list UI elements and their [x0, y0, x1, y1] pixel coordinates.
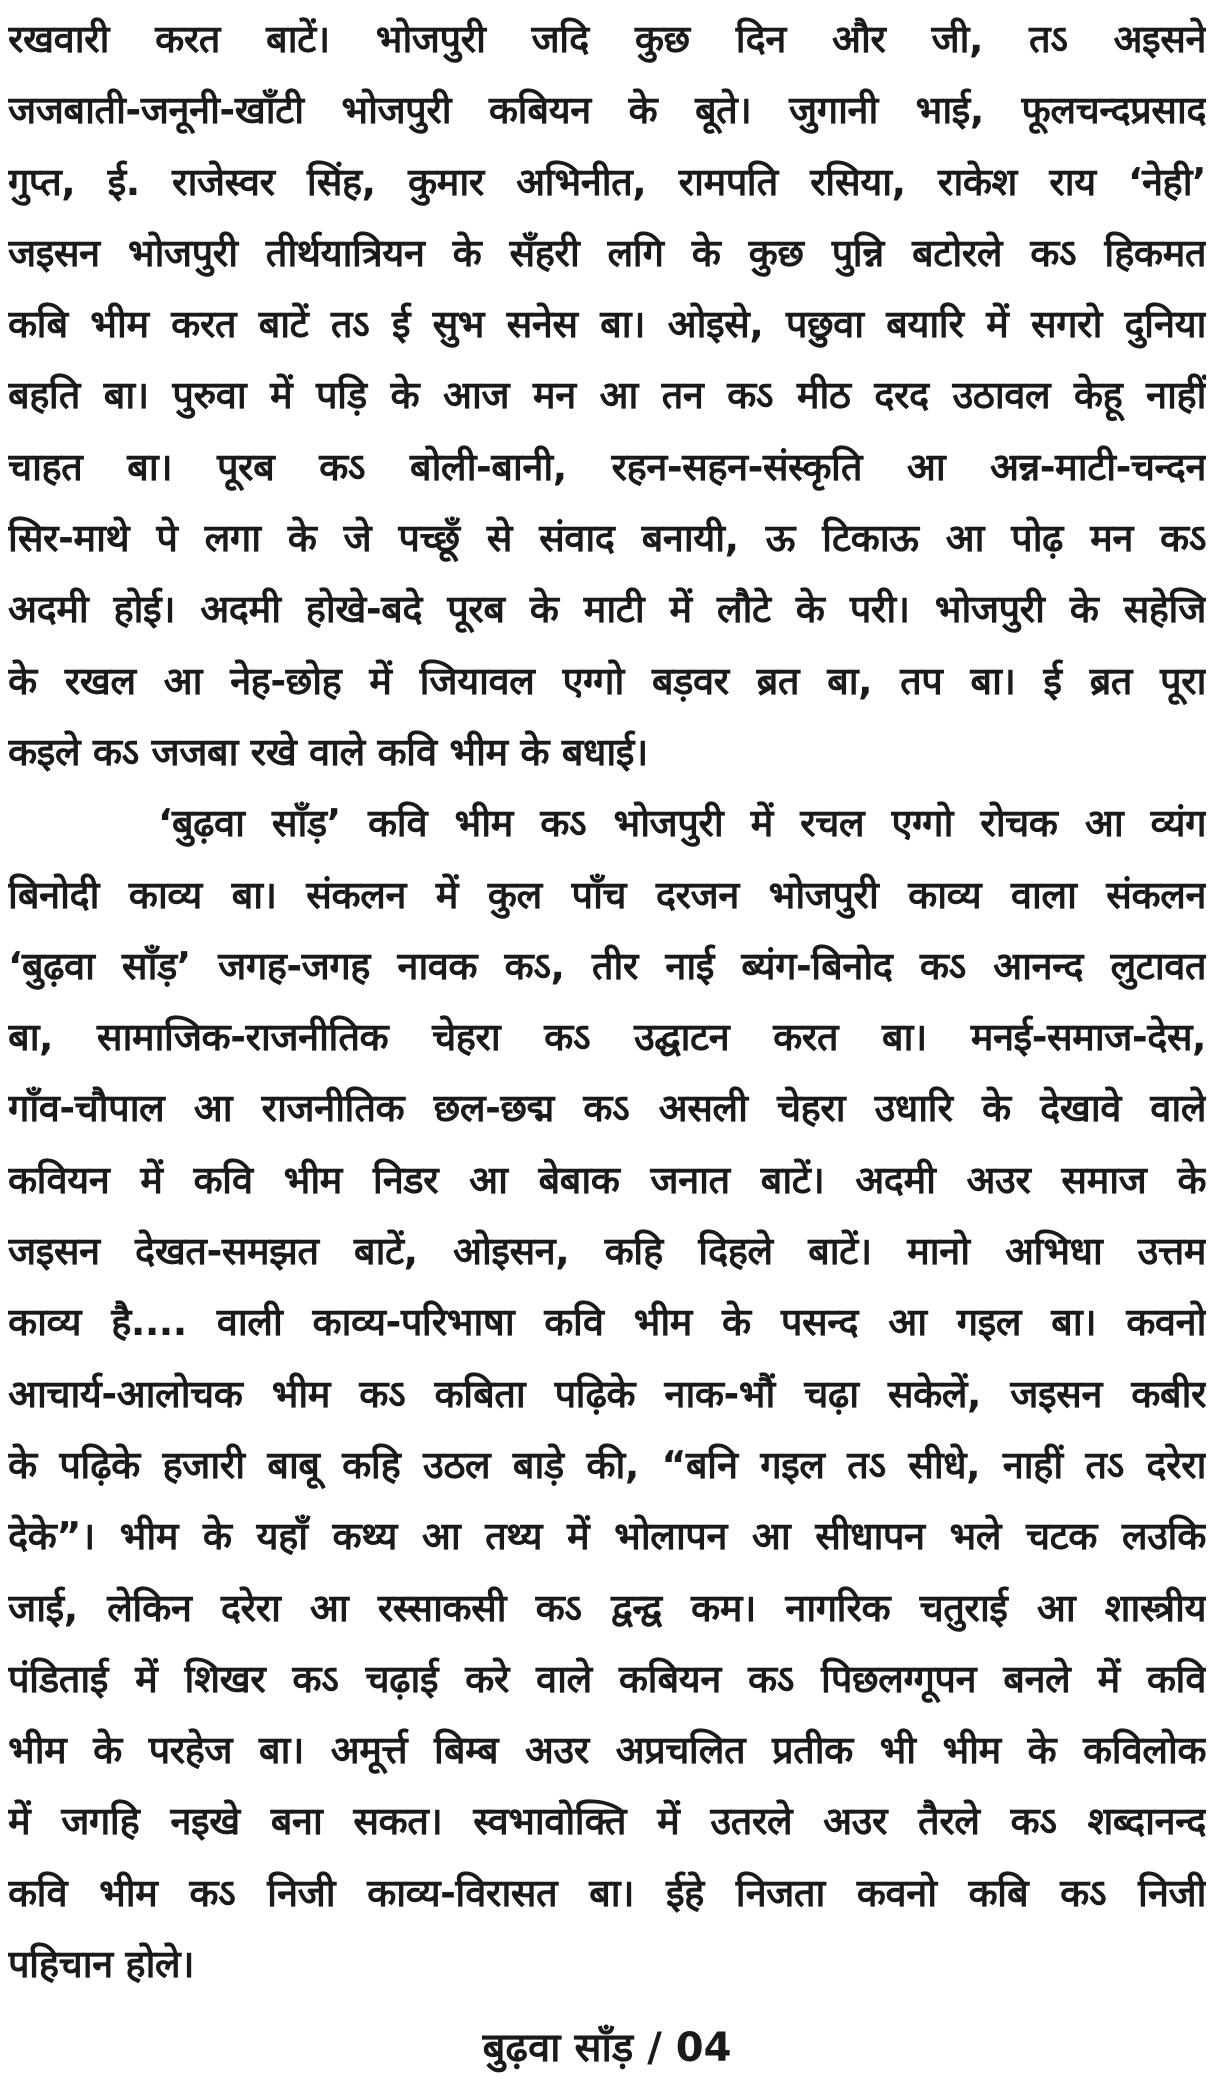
text-line: कवियन में कवि भीम निडर आ बेबाक जनात बाटें। अदमी अउर समाज के — [8, 1157, 1206, 1202]
text-line: गुप्त, ई. राजेस्वर सिंह, कुमार अभिनीत, रामपति रसिया, राकेश राय ‘नेही’ — [8, 159, 1206, 204]
text-line: अदमी होई। अदमी होखे-बदे पूरब के माटी में लौटे के परी। भोजपुरी के सहेजि — [8, 587, 1206, 632]
text-line: में जगहि नइखे बना सकत। स्वभावोक्ति में उतरले अउर तैरले कऽ शब्दानन्द — [8, 1799, 1206, 1844]
text-line: कबि भीम करत बाटें तऽ ई सुभ सनेस बा। ओइसे, पछुवा बयारि में सगरो दुनिया — [8, 302, 1206, 347]
text-line: सिर-माथे पे लगा के जे पच्छूँ से संवाद बनायी, ऊ टिकाऊ आ पोढ़ मन कऽ — [8, 516, 1206, 561]
footer-separator: / — [647, 2025, 662, 2071]
text-line: के पढ़िके हजारी बाबू कहि उठल बाड़े की, “बनि गइल तऽ सीधे, नाहीं तऽ दरेरा — [8, 1442, 1206, 1487]
text-line: बिनोदी काव्य बा। संकलन में कुल पाँच दरजन भोजपुरी काव्य वाला संकलन — [8, 872, 1206, 917]
text-line: के रखल आ नेह-छोह में जियावल एग्गो बड़वर ब्रत बा, तप बा। ई ब्रत पूरा — [8, 658, 1206, 703]
text-line: भीम के परहेज बा। अमूर्त्त बिम्ब अउर अप्रचलित प्रतीक भी भीम के कविलोक — [8, 1728, 1206, 1773]
paragraph-2 — [8, 788, 1206, 2000]
text-line: बहति बा। पुरुवा में पड़ि के आज मन आ तन कऽ मीठ दरद उठावल केहू नाहीं — [8, 373, 1206, 418]
document-page — [8, 4, 1206, 2000]
text-line: ‘बुढ़वा साँड़’ जगह-जगह नावक कऽ, तीर नाई ब्यंग-बिनोद कऽ आनन्द लुटावत — [8, 943, 1206, 988]
text-line: जजबाती-जनूनी-खाँटी भोजपुरी कबियन के बूते। जुगानी भाई, फूलचन्दप्रसाद — [8, 88, 1206, 133]
text-line: बा, सामाजिक-राजनीतिक चेहरा कऽ उद्घाटन करत बा। मनई-समाज-देस, — [8, 1015, 1206, 1060]
text-line: कवि भीम कऽ निजी काव्य-विरासत बा। ईहे निजता कवनो कबि कऽ निजी — [8, 1870, 1206, 1915]
text-line: आचार्य-आलोचक भीम कऽ कबिता पढ़िके नाक-भौं चढ़ा सकेलें, जइसन कबीर — [8, 1371, 1206, 1416]
text-line: जइसन भोजपुरी तीर्थयात्रियन के सँहरी लगि के कुछ पुन्नि बटोरले कऽ हिकमत — [8, 230, 1206, 275]
page-footer — [0, 2018, 1214, 2073]
page-number: 04 — [675, 2025, 732, 2071]
text-line: काव्य है.... वाली काव्य-परिभाषा कवि भीम के पसन्द आ गइल बा। कवनो — [8, 1300, 1206, 1345]
paragraph-1 — [8, 4, 1206, 788]
text-line: कइले कऽ जजबा रखे वाले कवि भीम के बधाई। — [8, 729, 648, 774]
text-line: पंडिताई में शिखर कऽ चढ़ाई करे वाले कबियन कऽ पिछलग्गूपन बनले में कवि — [8, 1656, 1206, 1701]
text-line: ‘बुढ़वा साँड़’ कवि भीम कऽ भोजपुरी में रचल एग्गो रोचक आ व्यंग — [158, 801, 1206, 846]
text-line: गाँव-चौपाल आ राजनीतिक छल-छद्म कऽ असली चेहरा उधारि के देखावे वाले — [8, 1086, 1206, 1131]
text-line: रखवारी करत बाटें। भोजपुरी जदि कुछ दिन और जी, तऽ अइसने — [8, 17, 1206, 61]
text-line: जाई, लेकिन दरेरा आ रस्साकसी कऽ द्वन्द्व कम। नागरिक चतुराई आ शास्त्रीय — [8, 1585, 1206, 1630]
text-line: पहिचान होले। — [8, 1942, 195, 1987]
text-line: देके”। भीम के यहाँ कथ्य आ तथ्य में भोलापन आ सीधापन भले चटक लउकि — [8, 1514, 1206, 1559]
text-line: जइसन देखत-समझत बाटें, ओइसन, कहि दिहले बाटें। मानो अभिधा उत्तम — [8, 1229, 1206, 1274]
book-title: बुढ़वा साँड़ — [482, 2025, 634, 2071]
text-line: चाहत बा। पूरब कऽ बोली-बानी, रहन-सहन-संस्कृति आ अन्न-माटी-चन्दन — [8, 444, 1206, 489]
